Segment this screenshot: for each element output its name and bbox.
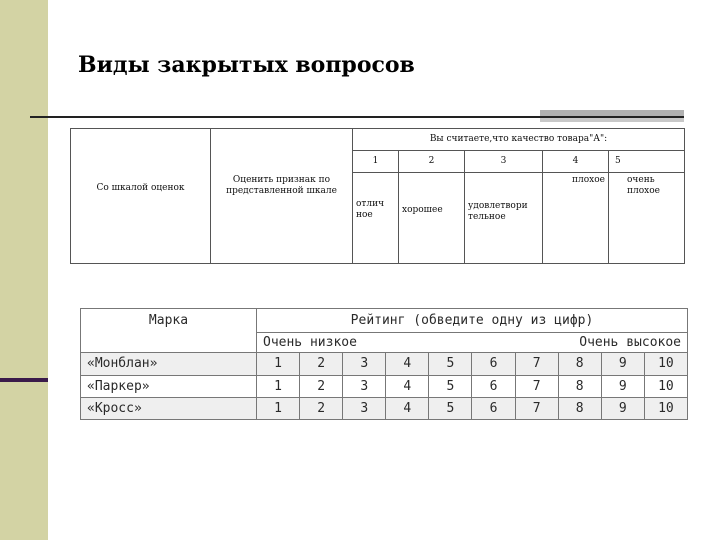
left-decor-bar [0, 0, 48, 540]
rating-cell: 3 [343, 353, 386, 375]
rating-cell: 4 [386, 353, 429, 375]
table-row [81, 397, 688, 419]
rating-cell: 4 [386, 375, 429, 397]
brand-rating-table [80, 308, 688, 420]
rating-cell: 2 [300, 375, 343, 397]
rating-header: Рейтинг (обведите одну из цифр) [257, 309, 688, 333]
scale-label: плохое [543, 173, 609, 264]
rating-cell: 7 [515, 375, 558, 397]
corner-decor [540, 110, 684, 116]
high-label: Очень высокое [579, 335, 681, 351]
scale-label: удовлетвори тельное [465, 173, 543, 264]
table-row [81, 375, 688, 397]
low-label: Очень низкое [263, 335, 357, 351]
rating-cell: 3 [343, 375, 386, 397]
empty-cell [81, 333, 257, 353]
empty-cell [211, 151, 353, 173]
brand-name: «Монблан» [81, 353, 257, 375]
scale-label: хорошее [399, 173, 465, 264]
rating-cell: 1 [257, 397, 300, 419]
rating-cell: 8 [558, 375, 601, 397]
rating-cell: 5 [429, 397, 472, 419]
rating-cell: 7 [515, 353, 558, 375]
rating-cell: 5 [429, 375, 472, 397]
rating-cell: 8 [558, 397, 601, 419]
rating-cell: 9 [601, 353, 644, 375]
rating-cell: 6 [472, 375, 515, 397]
rating-cell: 5 [429, 353, 472, 375]
rating-cell: 6 [472, 353, 515, 375]
empty-cell [71, 151, 211, 173]
slide-title: Виды закрытых вопросов [78, 52, 415, 78]
scale-number: 3 [465, 151, 543, 173]
rating-cell: 4 [386, 397, 429, 419]
scale-label: очень плохое [609, 173, 685, 264]
question-text: Вы считаете,что качество товара"А": [353, 129, 685, 151]
rating-cell: 10 [644, 375, 687, 397]
brand-name: «Кросс» [81, 397, 257, 419]
brand-header: Марка [81, 309, 257, 333]
brand-name: «Паркер» [81, 375, 257, 397]
rating-cell: 10 [644, 353, 687, 375]
rating-cell: 1 [257, 375, 300, 397]
scale-number: 2 [399, 151, 465, 173]
rating-cell: 9 [601, 375, 644, 397]
scale-number: 1 [353, 151, 399, 173]
table-row [81, 353, 688, 375]
rating-cell: 1 [257, 353, 300, 375]
rating-cell: 6 [472, 397, 515, 419]
instruction-text: Оценить признак по представленной шкале [211, 173, 353, 264]
rating-cell: 2 [300, 353, 343, 375]
left-decor-line [0, 378, 48, 382]
scale-number: 5 [609, 151, 685, 173]
rating-cell: 2 [300, 397, 343, 419]
corner-decor-2 [540, 118, 684, 122]
scale-label: отлич ное [353, 173, 399, 264]
rating-cell: 8 [558, 353, 601, 375]
rating-cell: 10 [644, 397, 687, 419]
empty-cell [71, 129, 211, 151]
scale-ends [257, 333, 688, 353]
rating-cell: 3 [343, 397, 386, 419]
rating-cell: 9 [601, 397, 644, 419]
scale-question-table [70, 128, 685, 264]
empty-cell [211, 129, 353, 151]
scale-type-label: Со шкалой оценок [71, 173, 211, 264]
rating-cell: 7 [515, 397, 558, 419]
scale-number: 4 [543, 151, 609, 173]
